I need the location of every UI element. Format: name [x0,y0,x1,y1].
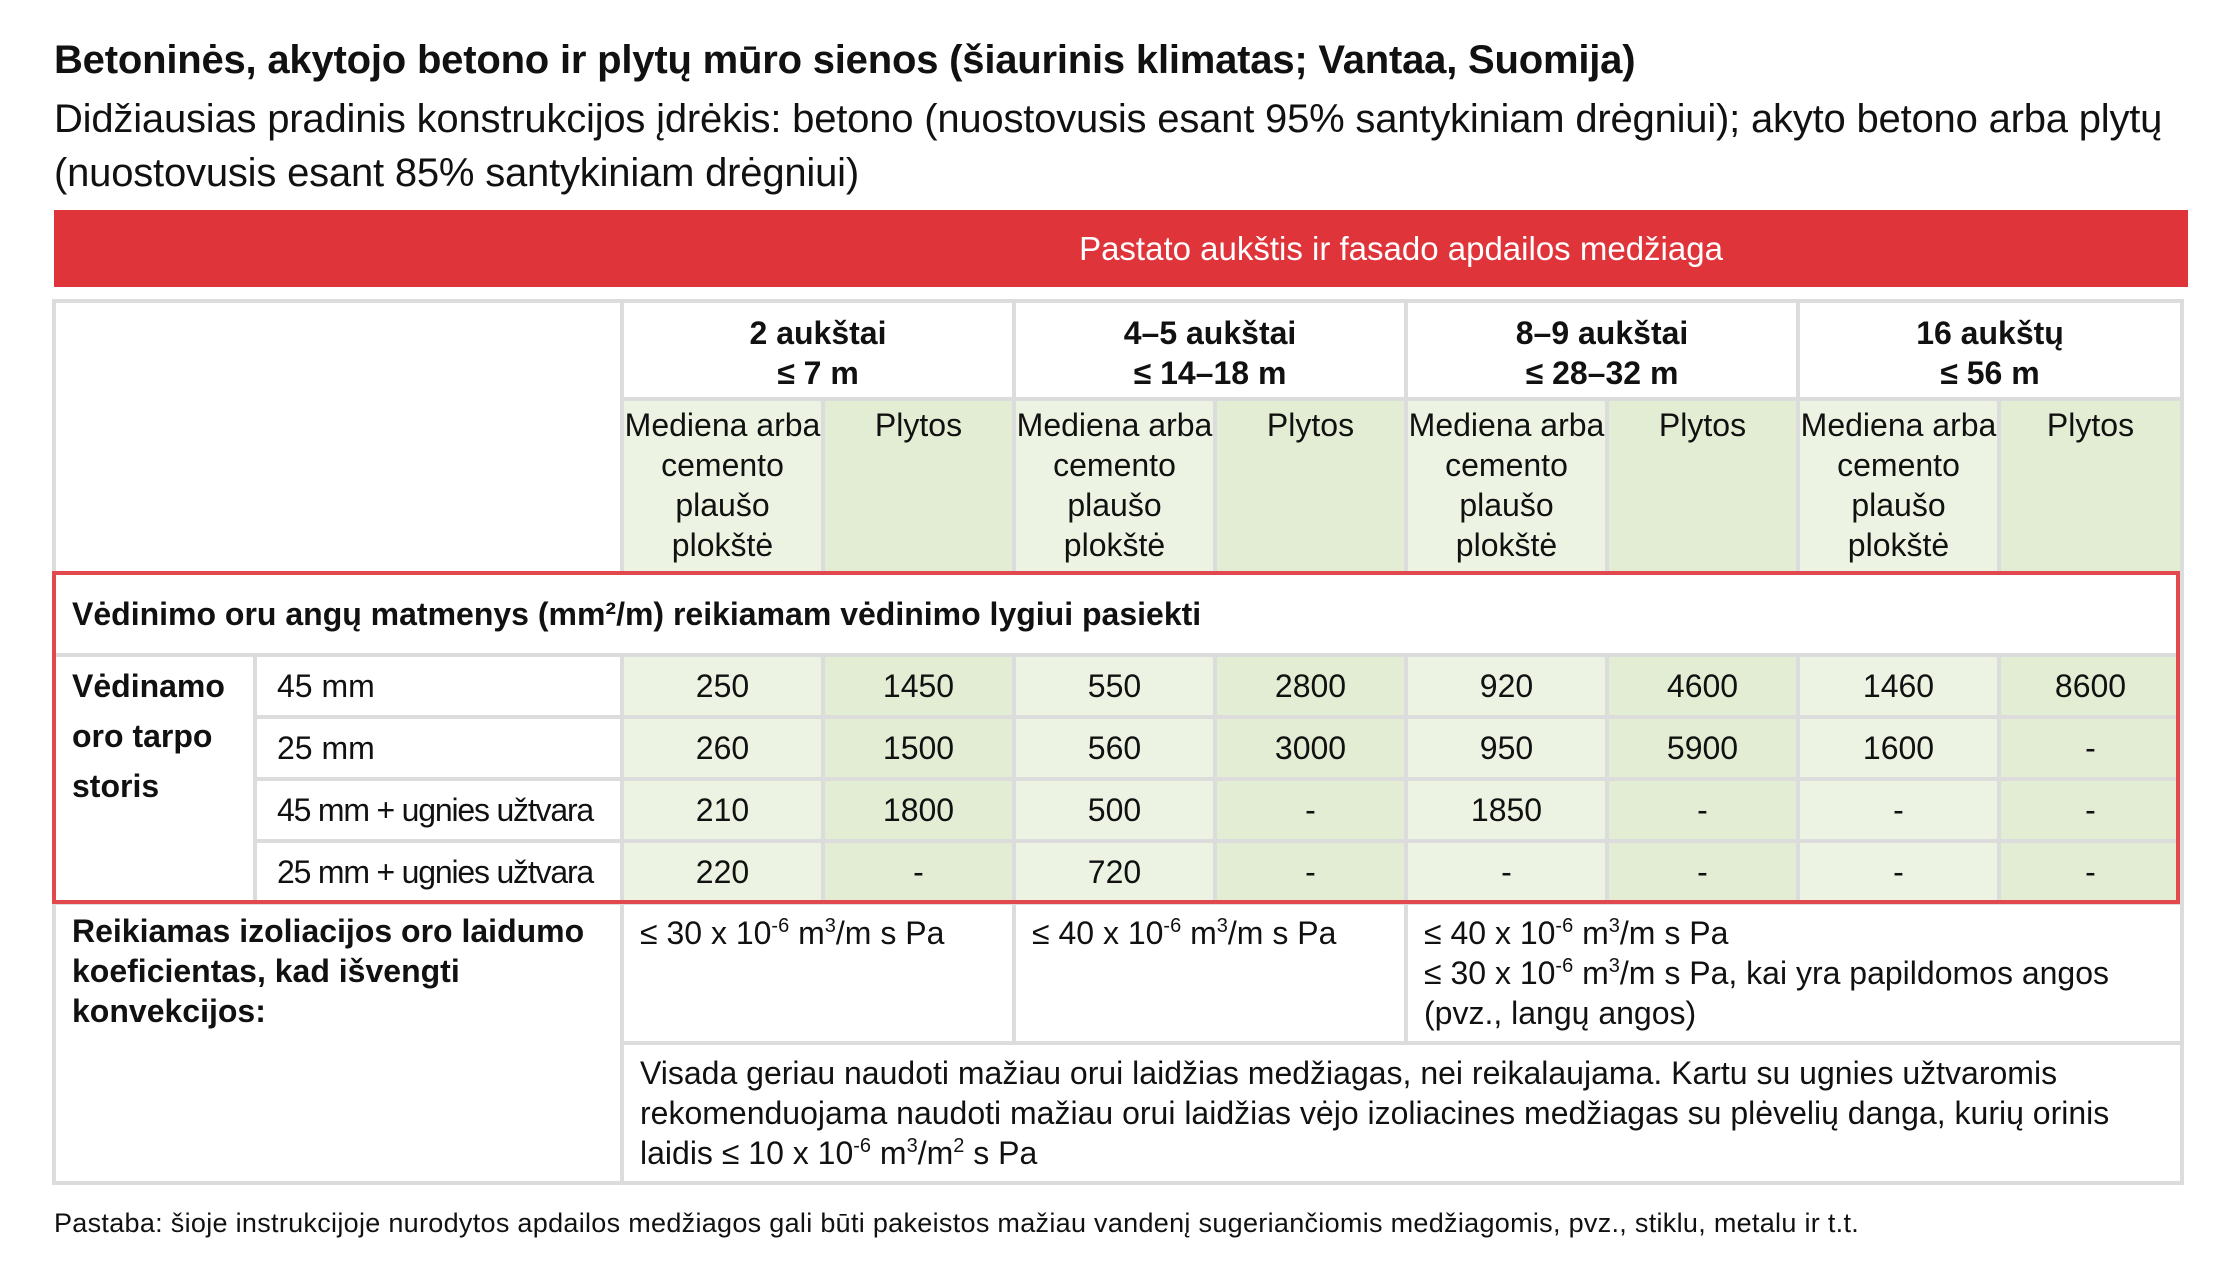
value-cell: - [1607,841,1798,903]
rec-suffix: s Pa [964,1135,1038,1171]
value-cell: 220 [622,841,823,903]
perm-suffix: /m s Pa [1619,915,1729,951]
group-header-16-floors [1798,301,2182,399]
group-floors: 4–5 aukštai [1123,315,1297,351]
height-header-row [54,301,2182,399]
permeability-8-16-floors [1406,903,2182,1043]
group-floors: 2 aukštai [749,315,887,351]
value-cell: 1460 [1798,655,1999,717]
row-label: 45 mm + ugnies užtvara [255,779,622,841]
subheader-brick: Plytos [823,399,1014,573]
group-header-2-floors [622,301,1014,399]
group-height: ≤ 28–32 m [1525,355,1679,391]
rec-exponent: 2 [953,1135,965,1157]
value-cell: 720 [1014,841,1215,903]
rec-exponent: -6 [853,1135,872,1157]
permeability-2-floors [622,903,1014,1043]
subheader-wood: Mediena arba cemento plaušo plokštė [1014,399,1215,573]
group-header-8-9-floors [1406,301,1798,399]
subheader-wood: Mediena arba cemento plaušo plokštė [1798,399,1999,573]
perm-unit: m [1181,915,1217,951]
perm-suffix: /m s Pa [1227,915,1337,951]
table-row [54,655,2182,717]
page-title: Betoninės, akytojo betono ir plytų mūro sienos (šiaurinis klimatas; Vantaa, Suomija) [54,38,1636,82]
perm-exponent: -6 [1555,915,1574,937]
perm-exponent: 3 [824,915,836,937]
value-cell: 1800 [823,779,1014,841]
row-group-label: Vėdinamo oro tarpo storis [54,655,255,903]
value-cell: - [1999,841,2182,903]
row-label: 45 mm [255,655,622,717]
subheader-brick: Plytos [1607,399,1798,573]
section-title: Vėdinimo oru angų matmenys (mm²/m) reikiamam vėdinimo lygiui pasiekti [54,573,2182,655]
group-height: ≤ 7 m [777,355,859,391]
row-label: 25 mm + ugnies užtvara [255,841,622,903]
table-row [54,841,2182,903]
value-cell: 560 [1014,717,1215,779]
group-height: ≤ 14–18 m [1133,355,1287,391]
value-cell: 2800 [1215,655,1406,717]
value-cell: 950 [1406,717,1607,779]
value-cell: 1850 [1406,779,1607,841]
recommendation-text: Visada geriau naudoti mažiau orui laidžias medžiagas, nei reikalaujama. Kartu su ugnies užtvaromis rekomenduojama naudoti mažiau orui laidžias vėjo izoliacines medžiagas su plėvelių danga, kurių orinis laidis ≤ 10 x 10 [640,1055,2110,1171]
table-row [54,717,2182,779]
value-cell: 8600 [1999,655,2182,717]
perm-prefix: ≤ 30 x 10 [1424,955,1556,991]
value-cell: 5900 [1607,717,1798,779]
value-cell: 3000 [1215,717,1406,779]
perm-exponent: 3 [1608,915,1620,937]
group-height: ≤ 56 m [1940,355,2040,391]
rec-unit: /m [917,1135,954,1171]
group-floors: 8–9 aukštai [1515,315,1689,351]
perm-unit: m [789,915,825,951]
perm-exponent: 3 [1608,955,1620,977]
value-cell: 260 [622,717,823,779]
page-subtitle: Didžiausias pradinis konstrukcijos įdrėkis: betono (nuostovusis esant 95% santykiniam drėgniui); akyto betono arba plytų (nuostovusis esant 85% santykiniam drėgniui) [54,97,2163,195]
subheader-wood: Mediena arba cemento plaušo plokštė [1406,399,1607,573]
value-cell: - [1798,779,1999,841]
perm-line-2 [1424,953,2164,1033]
perm-prefix: ≤ 40 x 10 [1424,915,1556,951]
subheader-brick: Plytos [1999,399,2182,573]
table-row [54,779,2182,841]
value-cell: 550 [1014,655,1215,717]
value-cell: - [1406,841,1607,903]
group-header-4-5-floors [1014,301,1406,399]
perm-unit: m [1573,915,1609,951]
value-cell: - [1798,841,1999,903]
perm-exponent: -6 [1163,915,1182,937]
empty-corner-cell [54,301,622,573]
perm-exponent: 3 [1216,915,1228,937]
banner-label: Pastato aukštis ir fasado apdailos medžiaga [1079,229,1723,267]
subheader-wood: Mediena arba cemento plaušo plokštė [622,399,823,573]
rec-exponent: 3 [906,1135,918,1157]
rec-unit: m [871,1135,907,1171]
row-label: 25 mm [255,717,622,779]
section-title-row [54,573,2182,655]
recommendation-note [622,1043,2182,1183]
perm-exponent: -6 [771,915,790,937]
table-banner [54,210,2188,287]
subheader-brick: Plytos [1215,399,1406,573]
value-cell: - [1215,841,1406,903]
group-floors: 16 aukštų [1916,315,2064,351]
value-cell: 1600 [1798,717,1999,779]
permeability-row [54,903,2182,1043]
value-cell: - [1999,779,2182,841]
perm-unit: m [1573,955,1609,991]
value-cell: 1500 [823,717,1014,779]
value-cell: 4600 [1607,655,1798,717]
permeability-4-5-floors [1014,903,1406,1043]
ventilation-table [52,299,2184,1185]
value-cell: - [1215,779,1406,841]
perm-exponent: -6 [1555,955,1574,977]
perm-line-1 [1424,913,2164,953]
value-cell: 210 [622,779,823,841]
value-cell: - [1999,717,2182,779]
value-cell: - [823,841,1014,903]
value-cell: 1450 [823,655,1014,717]
perm-prefix: ≤ 40 x 10 [1032,915,1164,951]
perm-suffix: /m s Pa [835,915,945,951]
perm-suffix: /m s Pa, kai yra papildomos angos (pvz., langų angos) [1424,955,2110,1031]
value-cell: 500 [1014,779,1215,841]
value-cell: 250 [622,655,823,717]
footnote: Pastaba: šioje instrukcijoje nurodytos apdailos medžiagos gali būti pakeistos mažiau vandenį sugeriančiomis medžiagomis, pvz., stiklu, metalu ir t.t. [54,1208,1860,1238]
permeability-label: Reikiamas izoliacijos oro laidumo koeficientas, kad išvengti konvekcijos: [54,903,622,1183]
value-cell: - [1607,779,1798,841]
value-cell: 920 [1406,655,1607,717]
perm-prefix: ≤ 30 x 10 [640,915,772,951]
